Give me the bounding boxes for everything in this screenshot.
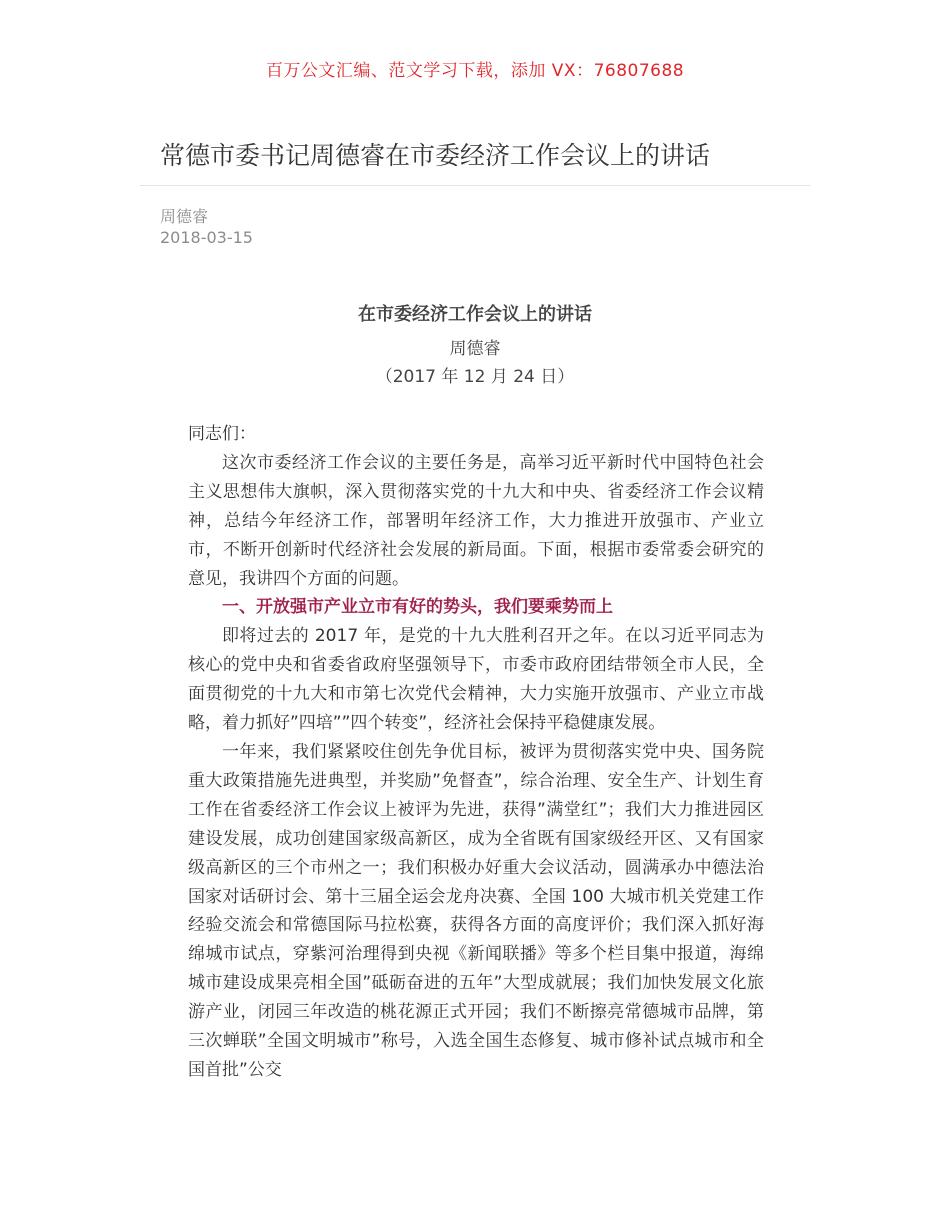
speech-title: 在市委经济工作会议上的讲话 bbox=[358, 304, 592, 325]
salutation: 同志们： bbox=[188, 424, 256, 444]
article-author: 周德睿 bbox=[160, 207, 209, 226]
watermark-banner: 百万公文汇编、范文学习下载，添加 VX：76807688 bbox=[265, 61, 685, 81]
speech-speaker: 周德睿 bbox=[449, 339, 501, 359]
title-divider bbox=[140, 185, 810, 186]
section-heading: 一、开放强市产业立市有好的势头，我们要乘势而上 bbox=[222, 597, 613, 618]
body-paragraph: 一年来，我们紧紧咬住创先争优目标，被评为贯彻落实党中央、国务院重大政策措施先进典型，并奖励”免督查”，综合治理、安全生产、计划生育工作在省委经济工作会议上被评为先进，获得”满堂红”；我们大力推进园区建设发展，成功创建国家级高新区，成为全省既有国家级经开区、又有国家级高新区的三个市州之一；我们积极办好重大会议活动，圆满承办中德法治国家对话研讨会、第十三届全运会龙舟决赛、全国 100 大城市机关党建工作经验交流会和常德国际马拉松赛，获得各方面的高度评价；我们深入抓好海绵城市试点，穿紫河治理得到央视《新闻联播》等多个栏目集中报道，海绵城市建设成果亮相全国”砥砺奋进的五年”大型成就展；我们加快发展文化旅游产业，闭园三年改造的桃花源正式开园；我们不断擦亮常德城市品牌，第三次蝉联”全国文明城市”称号，入选全国生态修复、城市修补试点城市和全国首批”公交 bbox=[188, 741, 764, 1080]
speech-date: （2017 年 12 月 24 日） bbox=[375, 367, 575, 387]
body-paragraph: 这次市委经济工作会议的主要任务是，高举习近平新时代中国特色社会主义思想伟大旗帜，深入贯彻落实党的十九大和中央、省委经济工作会议精神，总结今年经济工作，部署明年经济工作，大力推进开放强市、产业立市，不断开创新时代经济社会发展的新局面。下面，根据市委常委会研究的意见，我讲四个方面的问题。 bbox=[188, 452, 764, 589]
body-paragraph: 即将过去的 2017 年，是党的十九大胜利召开之年。在以习近平同志为核心的党中央和省委省政府坚强领导下，市委市政府团结带领全市人民，全面贯彻党的十九大和市第七次党代会精神，大力实施开放强市、产业立市战略，着力抓好”四培””四个转变”，经济社会保持平稳健康发展。 bbox=[188, 626, 764, 734]
article-body bbox=[188, 420, 764, 1085]
article-title: 常德市委书记周德睿在市委经济工作会议上的讲话 bbox=[160, 141, 711, 170]
article-date: 2018-03-15 bbox=[160, 228, 253, 247]
